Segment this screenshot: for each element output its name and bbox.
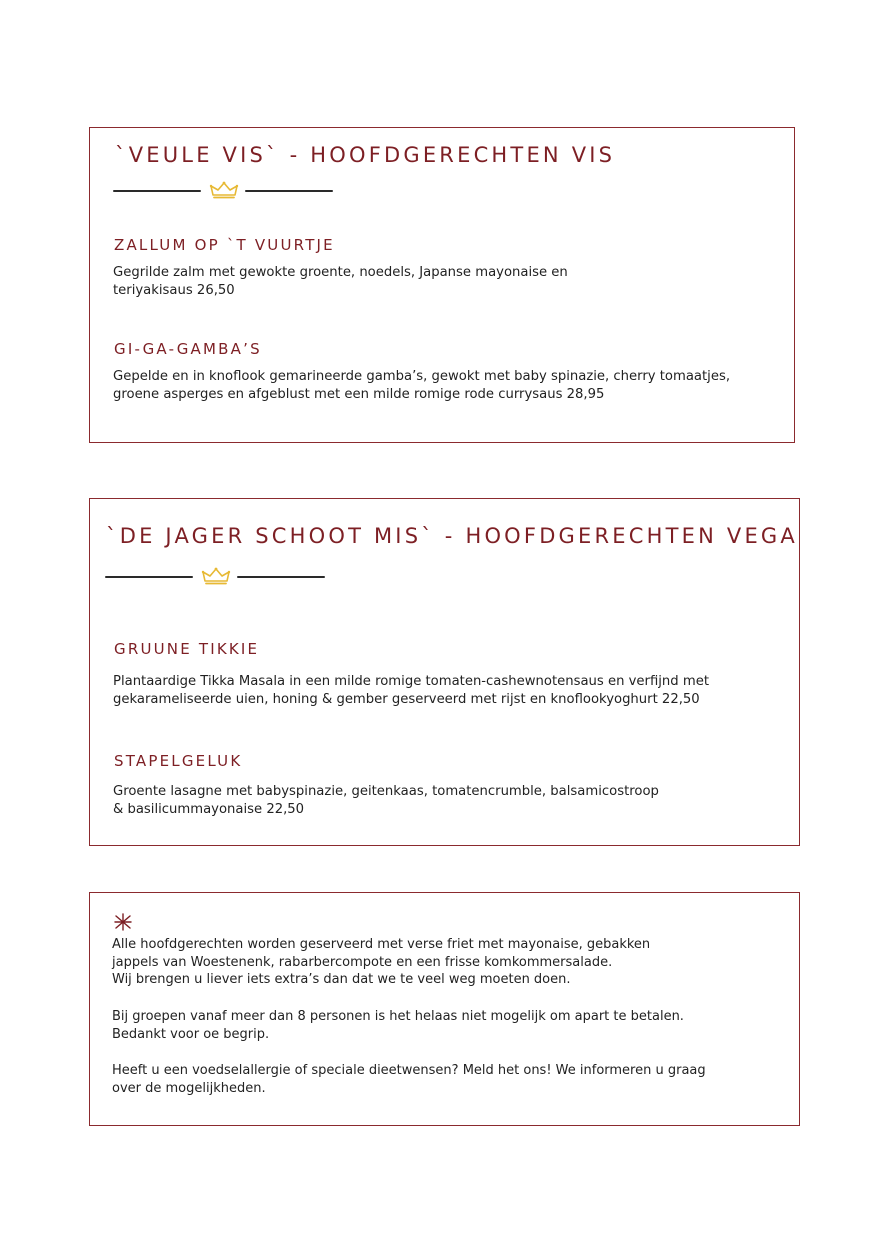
section-divider-fish: [113, 184, 335, 198]
dish-description-line: Gegrilde zalm met gewokte groente, noedels, Japanse mayonaise en: [113, 265, 568, 280]
note-service: [112, 936, 650, 989]
note-allergy: [112, 1062, 706, 1097]
divider-line-right: [237, 576, 325, 578]
dish-name: ZALLUM OP `T VUURTJE: [114, 236, 335, 254]
dish-description-line: & basilicummayonaise 22,50: [113, 802, 305, 817]
dish-description: [113, 783, 659, 819]
note-line: over de mogelijkheden.: [112, 1080, 266, 1096]
section-title-vega: `DE JAGER SCHOOT MIS` - HOOFDGERECHTEN VEGA: [106, 524, 798, 548]
note-line: Heeft u een voedselallergie of speciale dieetwensen? Meld het ons! We informeren u graag: [112, 1063, 706, 1078]
divider-line-left: [105, 576, 193, 578]
dish-description-line: groene asperges en afgeblust met een milde romige rode currysaus 28,95: [113, 387, 605, 402]
dish-description-line: teriyakisaus 26,50: [113, 283, 235, 298]
dish-description-line: Groente lasagne met babyspinazie, geitenkaas, tomatencrumble, balsamicostroop: [113, 784, 659, 799]
dish-description: [113, 673, 709, 709]
dish-description-line: Gepelde en in knoflook gemarineerde gamba’s, gewokt met baby spinazie, cherry tomaatjes,: [113, 369, 731, 384]
note-line: Bij groepen vanaf meer dan 8 personen is het helaas niet mogelijk om apart te betalen.: [112, 1009, 684, 1024]
dish-description: [113, 368, 730, 404]
section-title-fish: `VEULE VIS` - HOOFDGERECHTEN VIS: [115, 143, 616, 167]
dish-name: GRUUNE TIKKIE: [114, 640, 260, 658]
asterisk-icon: [114, 913, 132, 931]
note-line: jappels van Woestenenk, rabarbercompote en een frisse komkommersalade.: [112, 954, 613, 970]
crown-icon: [209, 181, 239, 199]
dish-name: STAPELGELUK: [114, 752, 243, 770]
divider-line-right: [245, 190, 333, 192]
dish-description-line: Plantaardige Tikka Masala in een milde romige tomaten-cashewnotensaus en verfijnd met: [113, 674, 709, 689]
note-line: Alle hoofdgerechten worden geserveerd met verse friet met mayonaise, gebakken: [112, 937, 651, 952]
crown-icon: [201, 567, 231, 585]
divider-line-left: [113, 190, 201, 192]
note-line: Wij brengen u liever iets extra’s dan dat we te veel weg moeten doen.: [112, 972, 571, 987]
section-divider-vega: [105, 570, 327, 584]
dish-description: [113, 264, 568, 300]
dish-name: GI-GA-GAMBA’S: [114, 340, 262, 358]
note-line: Bedankt voor oe begrip.: [112, 1026, 270, 1042]
dish-description-line: gekarameliseerde uien, honing & gember geserveerd met rijst en knoflookyoghurt 22,50: [113, 692, 700, 707]
note-groups: [112, 1008, 684, 1043]
